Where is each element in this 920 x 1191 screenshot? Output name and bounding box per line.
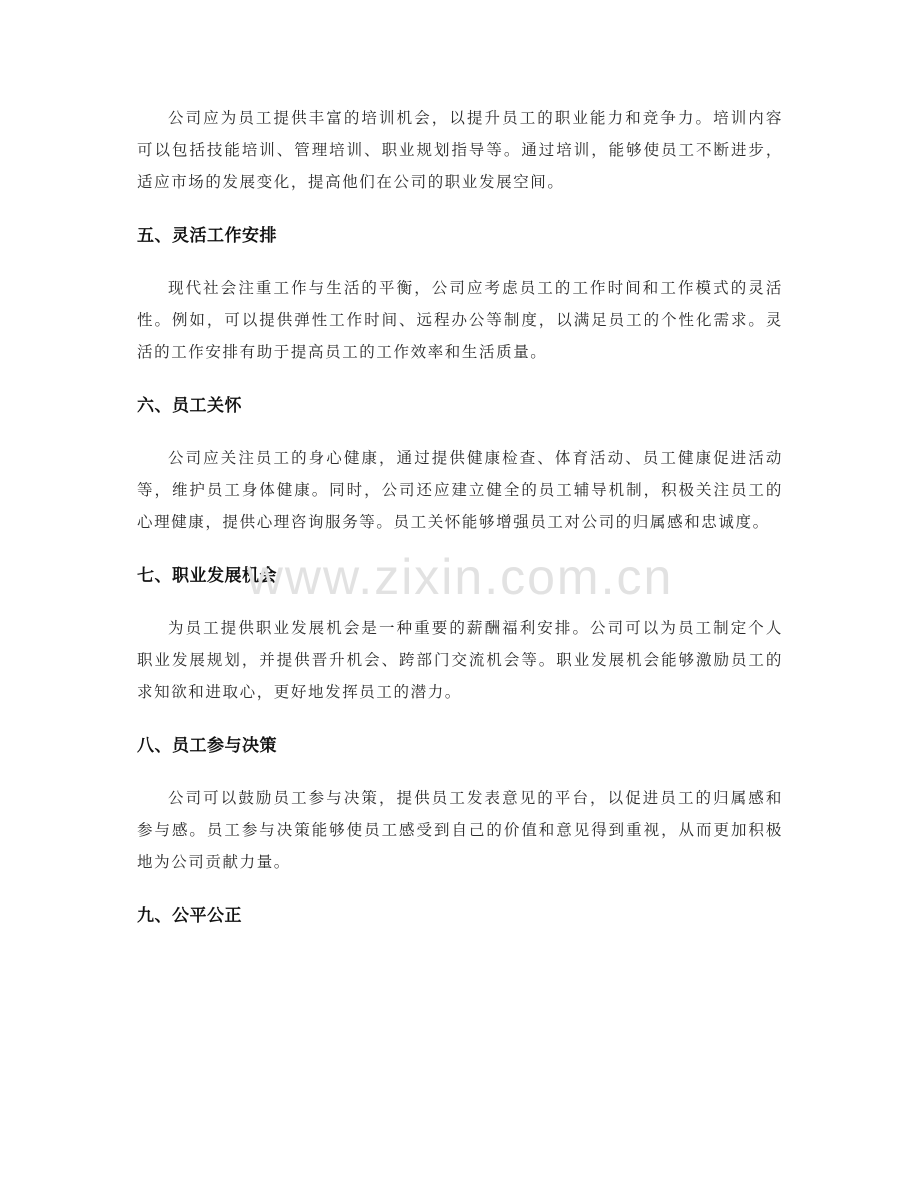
paragraph-training: 公司应为员工提供丰富的培训机会，以提升员工的职业能力和竞争力。培训内容可以包括技能培训、管理培训、职业规划指导等。通过培训，能够使员工不断进步，适应市场的发展变化，提高他们在公司的职业发展空间。	[137, 109, 783, 191]
heading-career-development: 七、职业发展机会	[137, 566, 277, 586]
heading-flexible-work: 五、灵活工作安排	[137, 226, 277, 246]
document-content	[137, 102, 783, 932]
heading-participation: 八、员工参与决策	[137, 736, 277, 756]
heading-fairness: 九、公平公正	[137, 906, 242, 926]
paragraph-employee-care: 公司应关注员工的身心健康，通过提供健康检查、体育活动、员工健康促进活动等，维护员工身体健康。同时，公司还应建立健全的员工辅导机制，积极关注员工的心理健康，提供心理咨询服务等。员工关怀能够增强员工对公司的归属感和忠诚度。	[137, 449, 783, 531]
paragraph-participation: 公司可以鼓励员工参与决策，提供员工发表意见的平台，以促进员工的归属感和参与感。员工参与决策能够使员工感受到自己的价值和意见得到重视，从而更加积极地为公司贡献力量。	[137, 789, 783, 871]
paragraph-career-development: 为员工提供职业发展机会是一种重要的薪酬福利安排。公司可以为员工制定个人职业发展规划，并提供晋升机会、跨部门交流机会等。职业发展机会能够激励员工的求知欲和进取心，更好地发挥员工的潜力。	[137, 619, 783, 701]
heading-employee-care: 六、员工关怀	[137, 396, 242, 416]
watermark-text: www.zixin.com.cn	[246, 549, 674, 605]
paragraph-flexible-work: 现代社会注重工作与生活的平衡，公司应考虑员工的工作时间和工作模式的灵活性。例如，可以提供弹性工作时间、远程办公等制度，以满足员工的个性化需求。灵活的工作安排有助于提高员工的工作效率和生活质量。	[137, 279, 783, 361]
